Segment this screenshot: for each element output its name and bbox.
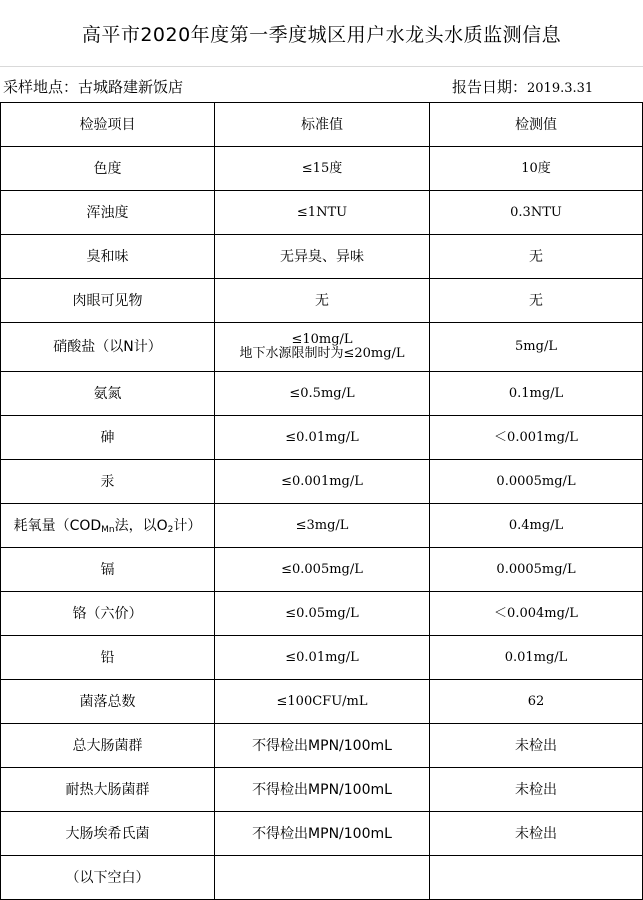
- date-label: 报告日期：: [452, 78, 528, 96]
- item-cell: 汞: [1, 460, 215, 504]
- result-cell: ＜0.001mg/L: [430, 416, 643, 460]
- item-cell: 菌落总数: [1, 680, 215, 724]
- result-cell: 无: [430, 279, 643, 323]
- item-cell: 总大肠菌群: [1, 724, 215, 768]
- result-cell: ＜0.004mg/L: [430, 592, 643, 636]
- standard-cell: ≤0.01mg/L: [215, 636, 430, 680]
- standard-cell: ≤1NTU: [215, 191, 430, 235]
- result-cell: 10度: [430, 147, 643, 191]
- standard-cell: [215, 323, 430, 372]
- subscript-mn: Mn: [101, 524, 115, 535]
- result-cell: 未检出: [430, 724, 643, 768]
- result-cell: 未检出: [430, 812, 643, 856]
- result-cell: 未检出: [430, 768, 643, 812]
- water-quality-table: [0, 102, 643, 900]
- table-row: [1, 191, 643, 235]
- item-cell: 镉: [1, 548, 215, 592]
- item-text: 法，以O: [114, 517, 168, 534]
- table-row: [1, 636, 643, 680]
- item-text: 耗氧量（COD: [13, 517, 102, 534]
- date-value: 2019.3.31: [527, 81, 594, 96]
- result-cell: 0.01mg/L: [430, 636, 643, 680]
- standard-cell: ≤0.001mg/L: [215, 460, 430, 504]
- table-row: [1, 812, 643, 856]
- header-item: 检验项目: [1, 103, 215, 147]
- item-cell: 臭和味: [1, 235, 215, 279]
- result-cell: 无: [430, 235, 643, 279]
- report-date: [452, 76, 593, 97]
- standard-cell: ≤15度: [215, 147, 430, 191]
- item-cell: 硝酸盐（以N计）: [1, 323, 215, 372]
- result-cell: 0.3NTU: [430, 191, 643, 235]
- location-value: 古城路建新饭店: [78, 78, 184, 96]
- table-row: [1, 548, 643, 592]
- header-standard: 标准值: [215, 103, 430, 147]
- item-text: 计）: [173, 517, 202, 534]
- item-cell: 铬（六价）: [1, 592, 215, 636]
- result-cell: 5mg/L: [430, 323, 643, 372]
- result-cell: [430, 856, 643, 900]
- standard-cell: ≤100CFU/mL: [215, 680, 430, 724]
- result-cell: 62: [430, 680, 643, 724]
- table-row: [1, 724, 643, 768]
- standard-cell: 不得检出MPN/100mL: [215, 768, 430, 812]
- item-cell: 砷: [1, 416, 215, 460]
- standard-cell: ≤0.01mg/L: [215, 416, 430, 460]
- standard-cell: 无异臭、异味: [215, 235, 430, 279]
- item-cell: 色度: [1, 147, 215, 191]
- standard-cell: 不得检出MPN/100mL: [215, 724, 430, 768]
- table-row: [1, 235, 643, 279]
- standard-cell: ≤0.05mg/L: [215, 592, 430, 636]
- table-row: [1, 460, 643, 504]
- item-cell: 大肠埃希氏菌: [1, 812, 215, 856]
- location-label: 采样地点：: [3, 78, 79, 96]
- report-meta: [0, 66, 643, 103]
- item-cell: 氨氮: [1, 372, 215, 416]
- table-row: [1, 592, 643, 636]
- standard-cell: 无: [215, 279, 430, 323]
- table-row: [1, 323, 643, 372]
- item-cell: 铅: [1, 636, 215, 680]
- table-row: [1, 768, 643, 812]
- standard-line-1: ≤10mg/L: [291, 332, 353, 347]
- item-cell: [1, 504, 215, 548]
- subscript-2: 2: [167, 524, 174, 535]
- item-cell: 浑浊度: [1, 191, 215, 235]
- header-result: 检测值: [430, 103, 643, 147]
- table-row: [1, 856, 643, 900]
- standard-cell: ≤0.5mg/L: [215, 372, 430, 416]
- standard-cell: ≤3mg/L: [215, 504, 430, 548]
- table-header-row: [1, 103, 643, 147]
- table-row: [1, 279, 643, 323]
- item-cell: 耐热大肠菌群: [1, 768, 215, 812]
- table-row: [1, 372, 643, 416]
- standard-cell: [215, 856, 430, 900]
- sampling-location: [3, 76, 183, 97]
- result-cell: 0.0005mg/L: [430, 460, 643, 504]
- table-row: [1, 147, 643, 191]
- table-row: [1, 680, 643, 724]
- item-cell: 肉眼可见物: [1, 279, 215, 323]
- result-cell: 0.4mg/L: [430, 504, 643, 548]
- result-cell: 0.1mg/L: [430, 372, 643, 416]
- standard-cell: ≤0.005mg/L: [215, 548, 430, 592]
- table-row: [1, 416, 643, 460]
- table-row: [1, 504, 643, 548]
- result-cell: 0.0005mg/L: [430, 548, 643, 592]
- report-title: 高平市2020年度第一季度城区用户水龙头水质监测信息: [81, 23, 562, 46]
- item-cell: （以下空白）: [1, 856, 215, 900]
- standard-line-2: 地下水源限制时为≤20mg/L: [239, 346, 405, 361]
- standard-cell: 不得检出MPN/100mL: [215, 812, 430, 856]
